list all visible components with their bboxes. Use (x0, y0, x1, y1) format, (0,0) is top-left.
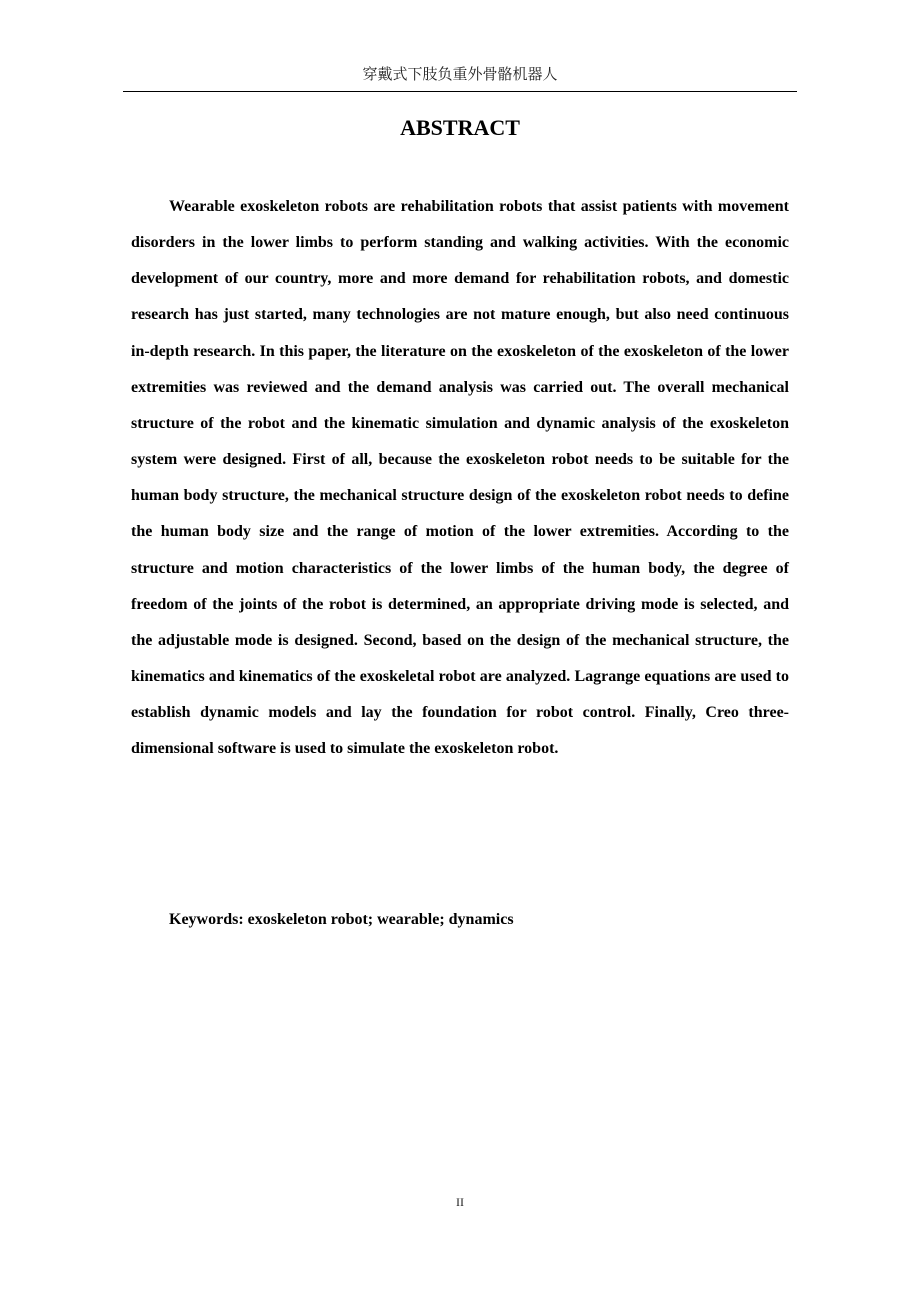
running-header-title: 穿戴式下肢负重外骨骼机器人 (362, 67, 558, 83)
header-divider (123, 91, 797, 92)
keywords-line: Keywords: exoskeleton robot; wearable; dynamics (169, 911, 514, 928)
abstract-paragraph: Wearable exoskeleton robots are rehabilitation robots that assist patients with movement disorders in the lower limbs to perform standing and walking activities. With the economic development of our country, more and more demand for rehabilitation robots, and domestic research has just started, many technologies are not mature enough, but also need continuous in-depth research. In this paper, the literature on the exoskeleton of the exoskeleton of the lower extremities was reviewed and the demand analysis was carried out. The overall mechanical structure of the robot and the kinematic simulation and dynamic analysis of the exoskeleton system were designed. First of all, because the exoskeleton robot needs to be suitable for the human body structure, the mechanical structure design of the exoskeleton robot needs to define the human body size and the range of motion of the lower extremities. According to the structure and motion characteristics of the lower limbs of the human body, the degree of freedom of the joints of the robot is determined, an appropriate driving mode is selected, and the adjustable mode is designed. Second, based on the design of the mechanical structure, the kinematics and kinematics of the exoskeletal robot are analyzed. Lagrange equations are used to establish dynamic models and lay the foundation for robot control. Finally, Creo three-dimensional software is used to simulate the exoskeleton robot. (131, 198, 789, 758)
page-number: II (456, 1195, 464, 1209)
page-title: ABSTRACT (400, 115, 520, 140)
